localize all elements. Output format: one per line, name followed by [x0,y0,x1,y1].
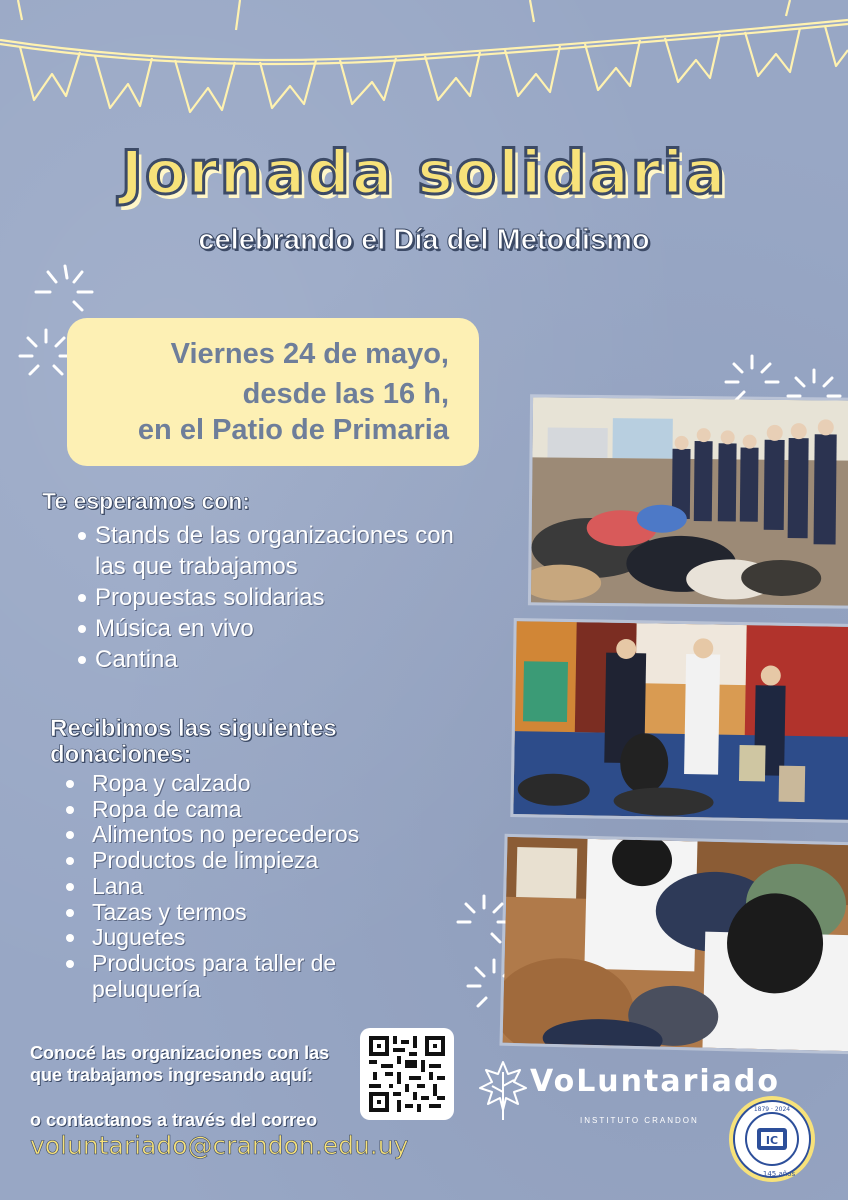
sparkle-icon [30,262,100,322]
donations-list [64,771,359,1002]
students-sorting-donation-bags [510,618,848,823]
list-item: Lana [64,874,359,900]
list-item: peluquería [92,975,201,1002]
list-item: Ropa de cama [64,797,359,823]
leaf-logo-icon [478,1058,528,1122]
contact-email[interactable]: voluntariado@crandon.edu.uy [30,1131,409,1160]
list-item: Propuestas solidarias [78,582,454,613]
students-packing-clothes [499,834,848,1055]
seal-years: 1879 · 2024 [753,1106,791,1113]
donations-heading [50,716,337,768]
qr-code-icon [369,1036,445,1112]
poster-title: Jornada solidaria [120,138,728,208]
institute-seal [727,1094,817,1184]
list-item: Ropa y calzado [64,771,359,797]
event-location: en el Patio de Primaria [137,414,449,446]
list-item: Stands de las organizaciones con [78,520,454,551]
list-item: Juguetes [64,925,359,951]
program-list [78,520,454,675]
group-photo-students-with-donations [528,394,848,608]
list-item: las que trabajamos [95,553,298,580]
qr-caption-line: que trabajamos ingresando aquí: [30,1065,314,1085]
donations-heading-line: Recibimos las siguientes [50,715,337,742]
event-date-box [67,318,479,466]
program-heading: Te esperamos con: [42,488,250,514]
qr-code[interactable] [360,1028,454,1120]
list-item: Música en vivo [78,613,454,644]
list-item: Alimentos no perecederos [64,822,359,848]
list-item: Productos de limpieza [64,848,359,874]
list-item: Tazas y termos [64,900,359,926]
qr-caption-line: Conocé las organizaciones con las [30,1043,330,1063]
list-item: Cantina [78,644,454,675]
donations-heading-line: donaciones: [50,741,192,768]
voluntariado-logo-subtitle: INSTITUTO CRANDON [580,1116,699,1125]
bunting-garland [0,0,848,120]
list-item: Productos para taller de [64,951,359,977]
poster-subtitle: celebrando el Día del Metodismo [198,224,650,256]
event-date: Viernes 24 de mayo, [170,338,449,370]
voluntariado-logo: VoLuntariado [530,1064,781,1099]
mail-intro: o contactanos a través del correo [30,1110,318,1130]
seal-anniversary: 145 años [762,1170,796,1178]
seal-monogram: IC [765,1134,779,1147]
event-time: desde las 16 h, [242,378,449,410]
